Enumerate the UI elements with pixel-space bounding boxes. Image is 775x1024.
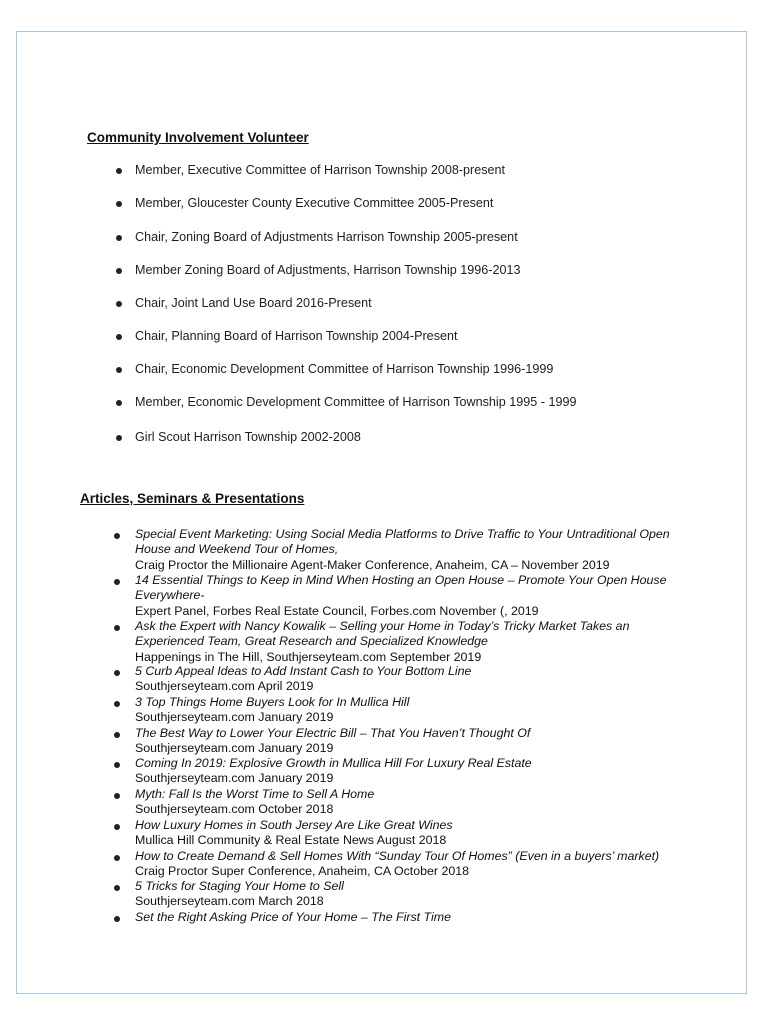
community-item-text: Girl Scout Harrison Township 2002-2008	[135, 430, 361, 444]
article-entry	[135, 756, 695, 787]
article-entry	[135, 910, 695, 925]
bullet-icon	[114, 533, 120, 539]
article-entry	[135, 818, 695, 849]
bullet-icon	[114, 625, 120, 631]
articles-heading: Articles, Seminars & Presentations	[80, 491, 305, 506]
article-title: Set the Right Asking Price of Your Home – The First Time	[135, 910, 451, 924]
article-source: Southjerseyteam.com January 2019	[135, 710, 334, 725]
community-item-text: Member, Economic Development Committee of Harrison Township 1995 - 1999	[135, 395, 577, 409]
article-title: Special Event Marketing: Using Social Media Platforms to Drive Traffic to Your Untraditional Open House and Weekend Tour of Homes,	[135, 527, 670, 557]
article-entry	[135, 527, 695, 573]
bullet-icon	[116, 201, 122, 207]
article-title: How Luxury Homes in South Jersey Are Like Great Wines	[135, 818, 453, 832]
article-title: 3 Top Things Home Buyers Look for In Mullica Hill	[135, 695, 410, 709]
bullet-icon	[114, 701, 120, 707]
community-item-text: Member, Gloucester County Executive Committee 2005-Present	[135, 196, 494, 210]
article-title: Ask the Expert with Nancy Kowalik – Selling your Home in Today’s Tricky Market Takes an Experienced Team, Great Research and Specialized Knowledge	[135, 619, 630, 649]
article-source: Southjerseyteam.com October 2018	[135, 802, 334, 817]
article-title: 5 Curb Appeal Ideas to Add Instant Cash to Your Bottom Line	[135, 664, 472, 678]
bullet-icon	[116, 435, 122, 441]
community-item-text: Member Zoning Board of Adjustments, Harrison Township 1996-2013	[135, 263, 521, 277]
bullet-icon	[114, 855, 120, 861]
community-item-text: Chair, Zoning Board of Adjustments Harrison Township 2005-present	[135, 230, 518, 244]
bullet-icon	[114, 670, 120, 676]
bullet-icon	[116, 268, 122, 274]
community-item-text: Chair, Joint Land Use Board 2016-Present	[135, 296, 372, 310]
article-title: How to Create Demand & Sell Homes With “Sunday Tour Of Homes” (Even in a buyers’ market)	[135, 849, 660, 863]
article-title: Coming In 2019: Explosive Growth in Mullica Hill For Luxury Real Estate	[135, 756, 532, 770]
article-title: Myth: Fall Is the Worst Time to Sell A Home	[135, 787, 375, 801]
article-source: Craig Proctor Super Conference, Anaheim, CA October 2018	[135, 864, 470, 879]
article-source: Craig Proctor the Millionaire Agent-Maker Conference, Anaheim, CA – November 2019	[135, 557, 610, 572]
article-title: 5 Tricks for Staging Your Home to Sell	[135, 879, 344, 893]
article-source: Happenings in The Hill, Southjerseyteam.com September 2019	[135, 649, 482, 664]
bullet-icon	[114, 762, 120, 768]
community-item-text: Chair, Planning Board of Harrison Township 2004-Present	[135, 329, 458, 343]
bullet-icon	[116, 301, 122, 307]
bullet-icon	[116, 168, 122, 174]
article-entry	[135, 849, 705, 880]
bullet-icon	[114, 793, 120, 799]
article-entry	[135, 695, 695, 726]
article-entry	[135, 573, 695, 619]
bullet-icon	[116, 334, 122, 340]
bullet-icon	[116, 367, 122, 373]
article-source: Southjerseyteam.com March 2018	[135, 894, 324, 909]
bullet-icon	[116, 235, 122, 241]
article-source: Southjerseyteam.com January 2019	[135, 741, 334, 756]
bullet-icon	[114, 732, 120, 738]
article-source: Southjerseyteam.com January 2019	[135, 771, 334, 786]
article-entry	[135, 619, 695, 665]
article-entry	[135, 879, 695, 910]
community-heading: Community Involvement Volunteer	[87, 130, 309, 145]
article-source: Expert Panel, Forbes Real Estate Council, Forbes.com November (, 2019	[135, 603, 539, 618]
bullet-icon	[114, 579, 120, 585]
article-source: Southjerseyteam.com April 2019	[135, 679, 314, 694]
article-title: The Best Way to Lower Your Electric Bill – That You Haven’t Thought Of	[135, 726, 531, 740]
bullet-icon	[116, 400, 122, 406]
article-entry	[135, 664, 695, 695]
community-item-text: Chair, Economic Development Committee of Harrison Township 1996-1999	[135, 362, 554, 376]
article-entry	[135, 787, 695, 818]
article-source: Mullica Hill Community & Real Estate News August 2018	[135, 833, 447, 848]
bullet-icon	[114, 885, 120, 891]
article-entry	[135, 726, 695, 757]
article-title: 14 Essential Things to Keep in Mind When Hosting an Open House – Promote Your Open House Everywhere-	[135, 573, 667, 603]
community-item-text: Member, Executive Committee of Harrison Township 2008-present	[135, 163, 506, 177]
bullet-icon	[114, 824, 120, 830]
bullet-icon	[114, 916, 120, 922]
